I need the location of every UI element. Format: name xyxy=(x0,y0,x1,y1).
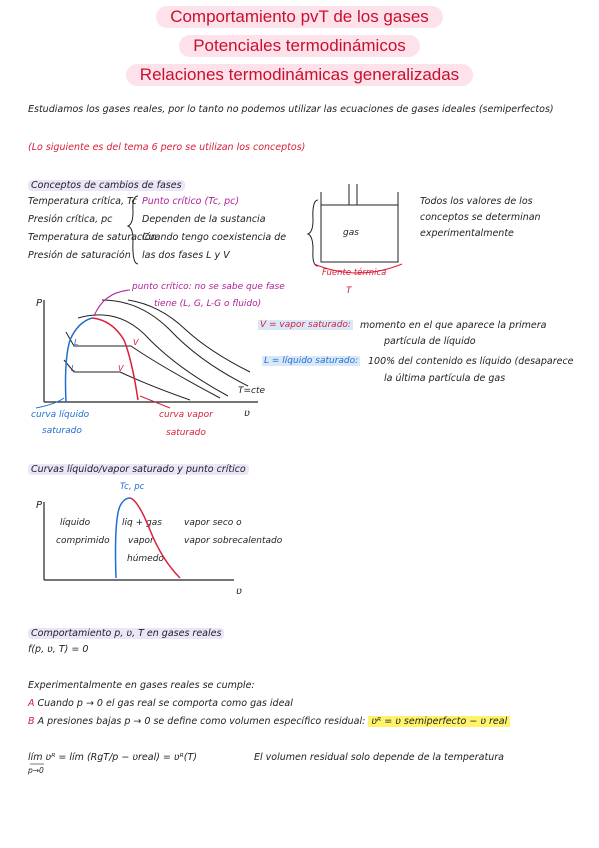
region-mix-2: vapor xyxy=(128,536,154,546)
v-def-label-text: V = vapor saturado: xyxy=(260,320,351,330)
behavior-equation: f(p, ʋ, T) = 0 xyxy=(28,644,89,655)
curves-axes xyxy=(44,502,234,580)
lim-note: El volumen residual solo depende de la temperatura xyxy=(254,752,504,763)
region-liquid-2: comprimido xyxy=(56,536,110,546)
concept-left-1: Temperatura crítica, Tc xyxy=(28,196,137,207)
concept-right-1: Punto crítico (Tc, pc) xyxy=(142,196,240,207)
thermal-source-label: Fuente térmica xyxy=(322,268,387,278)
pv-liquid-curve xyxy=(66,318,93,402)
concept-right-2: Dependen de la sustancia xyxy=(142,214,266,225)
curve-vapor-1: curva vapor xyxy=(159,410,213,420)
curves-tc-label: Tc, pc xyxy=(120,482,145,492)
pv-V-upper: V xyxy=(133,338,139,347)
l-def-2: la última partícula de gas xyxy=(384,373,506,384)
pv-vapor-curve xyxy=(92,318,138,400)
curves-liquid-line xyxy=(116,498,131,578)
concepts-brace-mid xyxy=(308,200,318,266)
concept-left-2: Presión crítica, pc xyxy=(28,214,113,225)
concepts-brace-left xyxy=(128,196,138,264)
liquid-curve-pointer xyxy=(36,398,64,408)
region-vapor-2: vapor sobrecalentado xyxy=(184,536,283,546)
concepts-heading: Conceptos de cambios de fases xyxy=(28,180,185,191)
pv-V-lower: V xyxy=(118,364,124,373)
piston-gas-label: gas xyxy=(343,228,359,238)
pv-p-axis-label: P xyxy=(36,298,43,309)
concept-right-4: las dos fases L y V xyxy=(142,250,230,261)
curve-liquid-2: saturado xyxy=(42,426,82,436)
v-def-1: momento en el que aparece la primera xyxy=(360,320,547,331)
b-marker: B xyxy=(28,716,35,727)
concept-left-4: Presión de saturación xyxy=(28,250,131,261)
note-text: (Lo siguiente es del tema 6 pero se utilizan los conceptos) xyxy=(28,142,306,153)
side-note-2: conceptos se determinan xyxy=(420,212,541,223)
region-vapor-1: vapor seco o xyxy=(184,518,242,528)
curves-v-axis-label: ʋ xyxy=(236,586,242,597)
l-def-1: 100% del contenido es líquido (desaparece xyxy=(368,356,574,367)
a-text: Cuando p → 0 el gas real se comporta como gas ideal xyxy=(37,698,293,709)
curves-heading: Curvas líquido/vapor saturado y punto crítico xyxy=(28,464,249,475)
thermal-source-T: T xyxy=(346,286,352,296)
title-1: Comportamiento pvT de los gases xyxy=(156,6,443,28)
curves-vapor-line xyxy=(130,498,180,578)
pv-axes xyxy=(44,300,258,402)
region-liquid-1: líquido xyxy=(60,518,91,528)
curves-p-axis-label: P xyxy=(36,500,43,511)
side-note-3: experimentalmente xyxy=(420,228,514,239)
side-note-1: Todos los valores de los xyxy=(420,196,533,207)
l-def-label-text: L = líquido saturado: xyxy=(264,356,359,366)
curve-vapor-2: saturado xyxy=(166,428,206,438)
region-mix-1: liq + gas xyxy=(122,518,162,528)
curve-liquid-1: curva líquido xyxy=(31,410,90,420)
behavior-experimental: Experimentalmente en gases reales se cumple: xyxy=(28,680,255,691)
pv-v-axis-label: ʋ xyxy=(244,408,250,419)
behavior-heading: Comportamiento p, ʋ, T en gases reales xyxy=(28,628,224,639)
pv-isotherms xyxy=(64,300,250,400)
v-def-2: partícula de líquido xyxy=(384,336,476,347)
critical-note-1: punto crítico: no se sabe que fase xyxy=(132,282,285,292)
thermal-source-curve xyxy=(314,264,402,273)
title-2: Potenciales termodinámicos xyxy=(179,35,420,57)
lim-formula: lím ʋᴿ = lím (RgT/p − ʋreal) = ʋᴿ(T) xyxy=(28,752,197,763)
concept-left-3: Temperatura de saturación xyxy=(28,232,157,243)
critical-note-2: tiene (L, G, L-G o fluido) xyxy=(154,299,262,309)
intro-text: Estudiamos los gases reales, por lo tanto no podemos utilizar las ecuaciones de gases ideales (semiperfectos) xyxy=(28,104,554,115)
title-3: Relaciones termodinámicas generalizadas xyxy=(126,64,473,86)
pv-tcte-label: T=cte xyxy=(238,386,266,396)
pv-L-lower: L xyxy=(71,364,76,373)
piston-container xyxy=(321,184,398,262)
lim-sub: p→0 xyxy=(28,766,44,775)
region-mix-3: húmedo xyxy=(127,554,164,564)
b-formula: ʋᴿ = ʋ semiperfecto − ʋ real xyxy=(368,716,510,727)
pv-L-upper: L xyxy=(74,338,79,347)
b-text: A presiones bajas p → 0 se define como volumen específico residual: xyxy=(37,716,366,727)
a-marker: A xyxy=(28,698,35,709)
concept-right-3: Cuando tengo coexistencia de xyxy=(142,232,287,243)
